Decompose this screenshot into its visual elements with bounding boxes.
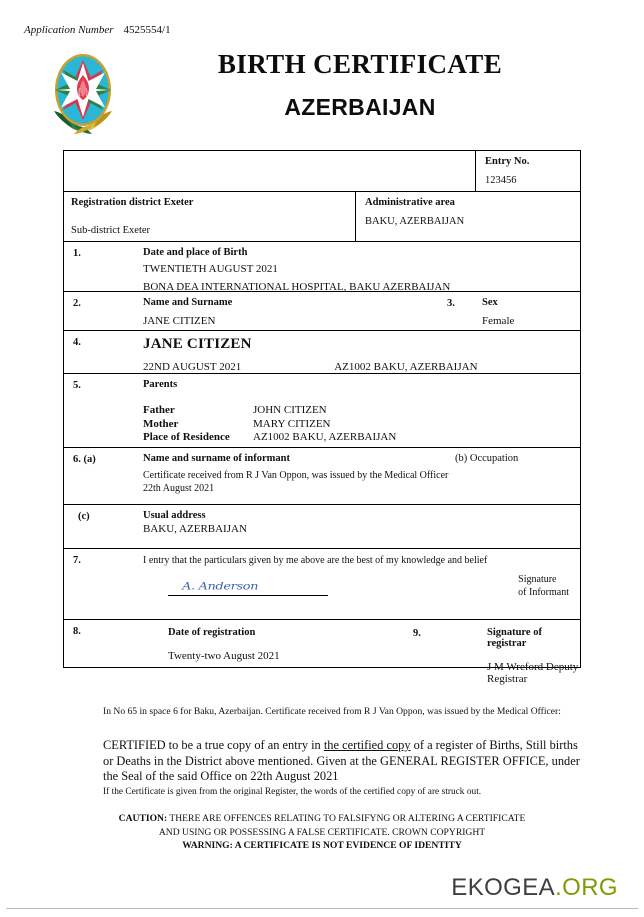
ekogea-logo bbox=[451, 874, 618, 902]
sub-district-label: Sub-district Exeter bbox=[71, 225, 151, 236]
registration-district-cell bbox=[64, 192, 356, 241]
entry-no-cell bbox=[476, 151, 580, 191]
entry-no-label: Entry No. bbox=[485, 156, 530, 167]
birth-label: Date and place of Birth bbox=[143, 247, 248, 258]
caution-word: CAUTION: bbox=[118, 813, 168, 824]
child-full-name: JANE CITIZEN bbox=[143, 336, 252, 352]
brand-tld: .ORG bbox=[555, 874, 618, 901]
child-name-cell bbox=[64, 331, 580, 373]
birth-date: TWENTIETH AUGUST 2021 bbox=[143, 263, 278, 275]
registrar-signature-index: 9. bbox=[413, 628, 421, 639]
registrar-signature-value: J M Wreford Deputy Registrar bbox=[487, 661, 579, 685]
application-number-label: Application Number bbox=[24, 24, 114, 36]
table-row-informant bbox=[64, 448, 580, 505]
table-row-registration-final bbox=[64, 620, 580, 685]
informant-line-1: Certificate received from R J Van Oppon, was issued by the Medical Officer bbox=[143, 470, 449, 481]
brand-name: EKOGEA bbox=[451, 874, 556, 901]
sex-label: Sex bbox=[482, 297, 498, 308]
registration-date-block bbox=[168, 627, 280, 662]
entry-blank-cell bbox=[64, 151, 476, 191]
table-row-entry-no bbox=[64, 151, 580, 192]
parents-list bbox=[143, 404, 573, 445]
informant-signature: A. Anderson bbox=[182, 580, 259, 593]
parents-cell bbox=[64, 374, 580, 447]
caution-line-2: AND USING OR POSSESSING A FALSE CERTIFICATE. CROWN COPYRIGHT bbox=[158, 826, 486, 838]
parent-row-mother bbox=[143, 418, 573, 432]
certified-underlined: the certified copy bbox=[323, 737, 411, 752]
informant-signature-block bbox=[168, 579, 328, 596]
footer-text-block bbox=[103, 706, 581, 798]
signature-line bbox=[168, 595, 328, 596]
entry-no-value: 123456 bbox=[485, 175, 517, 186]
birth-cell bbox=[64, 242, 580, 294]
table-row-birth bbox=[64, 242, 580, 292]
registration-date-index: 8. bbox=[73, 626, 81, 637]
informant-index: 6. (a) bbox=[73, 454, 96, 465]
birth-place: BONA DEA INTERNATIONAL HOSPITAL, BAKU AZERBAIJAN bbox=[143, 281, 451, 294]
occupation-label: (b) Occupation bbox=[455, 453, 519, 464]
table-row-name-sex bbox=[64, 292, 580, 331]
bottom-divider bbox=[6, 908, 638, 909]
registrar-signature-label: Signature of registrar bbox=[487, 627, 542, 649]
informant-label: Name and surname of informant bbox=[143, 453, 290, 464]
parent-row-residence bbox=[143, 431, 573, 445]
name-value: JANE CITIZEN bbox=[143, 315, 216, 327]
residence-label: Place of Residence bbox=[143, 431, 230, 444]
usual-address-index: (c) bbox=[78, 511, 90, 522]
country-title: AZERBAIJAN bbox=[284, 94, 436, 121]
birth-index: 1. bbox=[73, 248, 81, 259]
footer-note: In No 65 in space 6 for Baku, Azerbaijan. Certificate received from R J Van Oppon, was issued by the Medical Officer: bbox=[103, 706, 561, 717]
informant-cell bbox=[64, 448, 580, 504]
residence-value: AZ1002 BAKU, AZERBAIJAN bbox=[253, 431, 397, 444]
registration-date-value: Twenty-two August 2021 bbox=[168, 650, 280, 662]
usual-address-label: Usual address bbox=[143, 510, 206, 521]
child-date: 22ND AUGUST 2021 bbox=[143, 361, 242, 373]
administrative-area-label: Administrative area bbox=[365, 197, 455, 208]
caution-block bbox=[63, 812, 581, 853]
final-cell bbox=[64, 620, 580, 685]
name-label: Name and Surname bbox=[143, 297, 233, 308]
page-title: BIRTH CERTIFICATE bbox=[217, 49, 503, 79]
table-row-parents bbox=[64, 374, 580, 448]
certificate-header bbox=[0, 44, 644, 144]
sex-value: Female bbox=[482, 315, 515, 327]
table-row-registration-district bbox=[64, 192, 580, 242]
sex-cell bbox=[438, 292, 580, 330]
azerbaijan-coat-of-arms-icon bbox=[44, 48, 122, 140]
signature-caption bbox=[518, 573, 569, 599]
caution-text-1: THERE ARE OFFENCES RELATING TO FALSIFYNG OR ALTERING A CERTIFICATE bbox=[167, 813, 526, 824]
parents-index: 5. bbox=[73, 380, 81, 391]
certified-part-a: CERTIFIED to be a true copy of an entry in bbox=[103, 737, 324, 752]
name-index: 2. bbox=[73, 298, 81, 309]
caution-line-1 bbox=[63, 812, 581, 826]
usual-address-value: BAKU, AZERBAIJAN bbox=[143, 523, 247, 535]
application-number bbox=[24, 24, 171, 36]
child-address: AZ1002 BAKU, AZERBAIJAN bbox=[334, 361, 478, 373]
title-block bbox=[130, 50, 590, 121]
father-value: JOHN CITIZEN bbox=[253, 404, 327, 416]
signature-caption-line-2: of Informant bbox=[518, 587, 569, 598]
warning-line: WARNING: A CERTIFICATE IS NOT EVIDENCE OF IDENTITY bbox=[182, 840, 462, 852]
father-label: Father bbox=[143, 404, 175, 416]
declaration-cell bbox=[64, 549, 580, 619]
sex-index: 3. bbox=[447, 298, 455, 309]
child-index: 4. bbox=[73, 337, 81, 348]
parents-label: Parents bbox=[143, 379, 178, 390]
usual-address-cell bbox=[64, 505, 580, 548]
declaration-index: 7. bbox=[73, 555, 81, 566]
name-cell bbox=[64, 292, 438, 330]
informant-line-2: 22th August 2021 bbox=[143, 483, 215, 495]
registration-district-label: Registration district Exeter bbox=[71, 197, 194, 208]
struck-out-note: If the Certificate is given from the original Register, the words of the certified copy of are struck out. bbox=[103, 787, 482, 798]
mother-value: MARY CITIZEN bbox=[253, 417, 331, 430]
mother-label: Mother bbox=[143, 417, 179, 430]
certified-part-b: of a register of Births, Still births or Deaths in the District above mentioned. Given at the GENERAL REGISTER OFFICE, under the Seal of the said Office on 22th August 2021 bbox=[103, 737, 580, 784]
certified-statement bbox=[103, 738, 581, 785]
table-row-usual-address bbox=[64, 505, 580, 549]
signature-caption-line-1: Signature bbox=[518, 574, 557, 585]
declaration-text: I entry that the particulars given by me above are the best of my knowledge and belief bbox=[143, 555, 488, 566]
registration-date-label: Date of registration bbox=[168, 627, 256, 638]
parent-row-father bbox=[143, 404, 573, 418]
administrative-area-value: BAKU, AZERBAIJAN bbox=[365, 216, 465, 227]
certificate-table bbox=[63, 150, 581, 685]
table-row-declaration bbox=[64, 549, 580, 620]
application-number-value: 4525554/1 bbox=[123, 24, 171, 36]
registrar-signature-block bbox=[487, 627, 580, 685]
administrative-area-cell bbox=[356, 192, 580, 241]
table-row-child-name bbox=[64, 331, 580, 374]
